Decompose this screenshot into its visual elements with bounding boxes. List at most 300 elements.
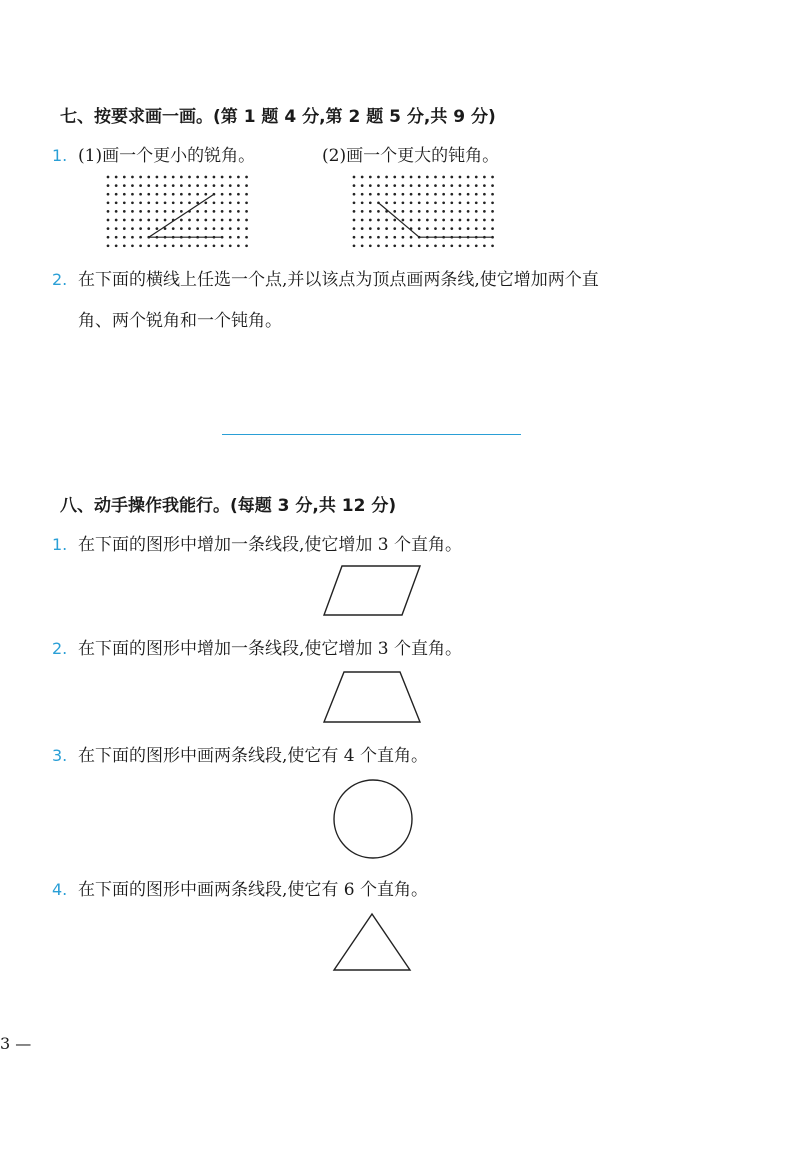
grid-dot[interactable] <box>229 219 232 222</box>
grid-dot[interactable] <box>139 236 142 239</box>
grid-dot[interactable] <box>131 193 134 196</box>
grid-dot[interactable] <box>156 219 159 222</box>
grid-dot[interactable] <box>410 236 413 239</box>
grid-dot[interactable] <box>475 227 478 230</box>
grid-dot[interactable] <box>164 219 167 222</box>
grid-dot[interactable] <box>164 184 167 187</box>
grid-dot[interactable] <box>229 210 232 213</box>
grid-dot[interactable] <box>483 201 486 204</box>
grid-dot[interactable] <box>221 176 224 179</box>
grid-dot[interactable] <box>434 176 437 179</box>
grid-dot[interactable] <box>229 236 232 239</box>
grid-dot[interactable] <box>147 244 150 247</box>
grid-dot[interactable] <box>491 244 494 247</box>
grid-dot[interactable] <box>237 210 240 213</box>
parallelogram-shape[interactable] <box>320 562 424 618</box>
grid-dot[interactable] <box>491 227 494 230</box>
grid-dot[interactable] <box>164 210 167 213</box>
grid-dot[interactable] <box>491 184 494 187</box>
grid-dot[interactable] <box>156 176 159 179</box>
grid-dot[interactable] <box>229 193 232 196</box>
grid-dot[interactable] <box>196 244 199 247</box>
grid-dot[interactable] <box>385 244 388 247</box>
grid-dot[interactable] <box>237 201 240 204</box>
grid-dot[interactable] <box>450 219 453 222</box>
grid-dot[interactable] <box>204 210 207 213</box>
grid-dot[interactable] <box>402 219 405 222</box>
grid-dot[interactable] <box>131 236 134 239</box>
grid-dot[interactable] <box>204 193 207 196</box>
grid-dot[interactable] <box>475 176 478 179</box>
grid-dot[interactable] <box>402 210 405 213</box>
grid-dot[interactable] <box>410 219 413 222</box>
grid-dot[interactable] <box>156 193 159 196</box>
grid-dot[interactable] <box>450 201 453 204</box>
grid-dot[interactable] <box>426 219 429 222</box>
grid-dot[interactable] <box>393 244 396 247</box>
grid-dot[interactable] <box>245 176 248 179</box>
grid-dot[interactable] <box>164 201 167 204</box>
grid-dot[interactable] <box>204 176 207 179</box>
grid-dot[interactable] <box>426 201 429 204</box>
grid-dot[interactable] <box>139 193 142 196</box>
grid-dot[interactable] <box>353 236 356 239</box>
grid-dot[interactable] <box>459 210 462 213</box>
triangle-shape[interactable] <box>330 910 414 974</box>
grid-dot[interactable] <box>467 184 470 187</box>
grid-dot[interactable] <box>188 193 191 196</box>
grid-dot[interactable] <box>402 236 405 239</box>
grid-dot[interactable] <box>361 236 364 239</box>
grid-dot[interactable] <box>172 244 175 247</box>
grid-dot[interactable] <box>450 176 453 179</box>
grid-dot[interactable] <box>361 244 364 247</box>
grid-dot[interactable] <box>213 184 216 187</box>
grid-dot[interactable] <box>139 219 142 222</box>
grid-dot[interactable] <box>426 184 429 187</box>
grid-dot[interactable] <box>172 176 175 179</box>
grid-dot[interactable] <box>213 227 216 230</box>
grid-dot[interactable] <box>434 193 437 196</box>
grid-dot[interactable] <box>353 227 356 230</box>
grid-dot[interactable] <box>245 244 248 247</box>
grid-dot[interactable] <box>385 176 388 179</box>
grid-dot[interactable] <box>369 244 372 247</box>
grid-dot[interactable] <box>229 227 232 230</box>
grid-dot[interactable] <box>353 201 356 204</box>
grid-dot[interactable] <box>434 201 437 204</box>
grid-dot[interactable] <box>393 176 396 179</box>
grid-dot[interactable] <box>385 219 388 222</box>
grid-dot[interactable] <box>123 244 126 247</box>
grid-dot[interactable] <box>156 201 159 204</box>
grid-dot[interactable] <box>377 236 380 239</box>
grid-dot[interactable] <box>410 193 413 196</box>
grid-dot[interactable] <box>237 184 240 187</box>
grid-dot[interactable] <box>221 184 224 187</box>
grid-dot[interactable] <box>180 193 183 196</box>
grid-dot[interactable] <box>410 184 413 187</box>
grid-dot[interactable] <box>180 176 183 179</box>
grid-dot[interactable] <box>172 201 175 204</box>
dot-grid-acute[interactable] <box>104 172 254 252</box>
grid-dot[interactable] <box>164 244 167 247</box>
grid-dot[interactable] <box>459 219 462 222</box>
grid-dot[interactable] <box>483 184 486 187</box>
grid-dot[interactable] <box>369 210 372 213</box>
grid-dot[interactable] <box>467 219 470 222</box>
grid-dot[interactable] <box>459 176 462 179</box>
grid-dot[interactable] <box>361 219 364 222</box>
grid-dot[interactable] <box>491 201 494 204</box>
grid-dot[interactable] <box>377 210 380 213</box>
grid-dot[interactable] <box>467 201 470 204</box>
grid-dot[interactable] <box>361 210 364 213</box>
grid-dot[interactable] <box>204 227 207 230</box>
grid-dot[interactable] <box>237 193 240 196</box>
grid-dot[interactable] <box>385 184 388 187</box>
grid-dot[interactable] <box>107 227 110 230</box>
grid-dot[interactable] <box>418 176 421 179</box>
grid-dot[interactable] <box>442 244 445 247</box>
grid-dot[interactable] <box>442 219 445 222</box>
grid-dot[interactable] <box>115 193 118 196</box>
grid-dot[interactable] <box>369 201 372 204</box>
grid-dot[interactable] <box>180 210 183 213</box>
grid-dot[interactable] <box>459 201 462 204</box>
grid-dot[interactable] <box>188 244 191 247</box>
grid-dot[interactable] <box>115 176 118 179</box>
grid-dot[interactable] <box>410 201 413 204</box>
grid-dot[interactable] <box>402 244 405 247</box>
grid-dot[interactable] <box>188 201 191 204</box>
grid-dot[interactable] <box>377 244 380 247</box>
grid-dot[interactable] <box>491 193 494 196</box>
grid-dot[interactable] <box>204 244 207 247</box>
grid-dot[interactable] <box>156 184 159 187</box>
grid-dot[interactable] <box>147 227 150 230</box>
grid-dot[interactable] <box>418 210 421 213</box>
grid-dot[interactable] <box>377 193 380 196</box>
grid-dot[interactable] <box>369 193 372 196</box>
grid-dot[interactable] <box>361 184 364 187</box>
grid-dot[interactable] <box>475 210 478 213</box>
grid-dot[interactable] <box>196 219 199 222</box>
grid-dot[interactable] <box>213 244 216 247</box>
grid-dot[interactable] <box>172 227 175 230</box>
grid-dot[interactable] <box>123 193 126 196</box>
grid-dot[interactable] <box>123 210 126 213</box>
grid-dot[interactable] <box>434 219 437 222</box>
grid-dot[interactable] <box>418 227 421 230</box>
grid-dot[interactable] <box>123 219 126 222</box>
grid-dot[interactable] <box>147 219 150 222</box>
grid-dot[interactable] <box>483 227 486 230</box>
grid-dot[interactable] <box>459 184 462 187</box>
grid-dot[interactable] <box>123 201 126 204</box>
grid-dot[interactable] <box>245 184 248 187</box>
grid-dot[interactable] <box>483 244 486 247</box>
grid-dot[interactable] <box>393 210 396 213</box>
grid-dot[interactable] <box>353 219 356 222</box>
grid-dot[interactable] <box>385 236 388 239</box>
grid-dot[interactable] <box>369 236 372 239</box>
grid-dot[interactable] <box>147 176 150 179</box>
grid-dot[interactable] <box>426 193 429 196</box>
grid-dot[interactable] <box>426 176 429 179</box>
grid-dot[interactable] <box>402 227 405 230</box>
grid-dot[interactable] <box>188 219 191 222</box>
grid-dot[interactable] <box>483 219 486 222</box>
grid-dot[interactable] <box>475 244 478 247</box>
grid-dot[interactable] <box>139 201 142 204</box>
grid-dot[interactable] <box>188 184 191 187</box>
grid-dot[interactable] <box>467 210 470 213</box>
grid-dot[interactable] <box>180 201 183 204</box>
grid-dot[interactable] <box>418 193 421 196</box>
grid-dot[interactable] <box>361 227 364 230</box>
grid-dot[interactable] <box>491 219 494 222</box>
grid-dot[interactable] <box>491 176 494 179</box>
grid-dot[interactable] <box>377 227 380 230</box>
grid-dot[interactable] <box>459 244 462 247</box>
grid-dot[interactable] <box>213 176 216 179</box>
grid-dot[interactable] <box>353 193 356 196</box>
grid-dot[interactable] <box>188 227 191 230</box>
grid-dot[interactable] <box>115 201 118 204</box>
grid-dot[interactable] <box>115 244 118 247</box>
grid-dot[interactable] <box>237 219 240 222</box>
grid-dot[interactable] <box>123 176 126 179</box>
grid-dot[interactable] <box>393 227 396 230</box>
grid-dot[interactable] <box>442 210 445 213</box>
grid-dot[interactable] <box>245 201 248 204</box>
grid-dot[interactable] <box>369 176 372 179</box>
grid-dot[interactable] <box>164 176 167 179</box>
grid-dot[interactable] <box>442 184 445 187</box>
grid-dot[interactable] <box>459 227 462 230</box>
grid-dot[interactable] <box>245 227 248 230</box>
grid-dot[interactable] <box>237 236 240 239</box>
grid-dot[interactable] <box>156 210 159 213</box>
grid-dot[interactable] <box>377 184 380 187</box>
grid-dot[interactable] <box>385 193 388 196</box>
grid-dot[interactable] <box>139 176 142 179</box>
grid-dot[interactable] <box>245 193 248 196</box>
grid-dot[interactable] <box>475 201 478 204</box>
grid-dot[interactable] <box>196 210 199 213</box>
grid-dot[interactable] <box>418 244 421 247</box>
grid-dot[interactable] <box>483 210 486 213</box>
grid-dot[interactable] <box>107 201 110 204</box>
grid-dot[interactable] <box>164 193 167 196</box>
grid-dot[interactable] <box>467 227 470 230</box>
grid-dot[interactable] <box>393 236 396 239</box>
grid-dot[interactable] <box>483 176 486 179</box>
grid-dot[interactable] <box>172 193 175 196</box>
grid-dot[interactable] <box>475 193 478 196</box>
grid-dot[interactable] <box>385 227 388 230</box>
grid-dot[interactable] <box>147 184 150 187</box>
grid-dot[interactable] <box>450 184 453 187</box>
grid-dot[interactable] <box>434 227 437 230</box>
grid-dot[interactable] <box>221 210 224 213</box>
grid-dot[interactable] <box>196 227 199 230</box>
grid-dot[interactable] <box>450 227 453 230</box>
grid-dot[interactable] <box>229 244 232 247</box>
grid-dot[interactable] <box>196 176 199 179</box>
grid-dot[interactable] <box>361 193 364 196</box>
grid-dot[interactable] <box>418 184 421 187</box>
grid-dot[interactable] <box>131 201 134 204</box>
grid-dot[interactable] <box>475 184 478 187</box>
grid-dot[interactable] <box>491 210 494 213</box>
grid-dot[interactable] <box>204 219 207 222</box>
grid-dot[interactable] <box>229 184 232 187</box>
grid-dot[interactable] <box>450 193 453 196</box>
grid-dot[interactable] <box>139 244 142 247</box>
grid-dot[interactable] <box>131 176 134 179</box>
grid-dot[interactable] <box>410 210 413 213</box>
grid-dot[interactable] <box>213 219 216 222</box>
grid-dot[interactable] <box>434 184 437 187</box>
grid-dot[interactable] <box>426 244 429 247</box>
grid-dot[interactable] <box>237 227 240 230</box>
grid-dot[interactable] <box>115 210 118 213</box>
grid-dot[interactable] <box>139 227 142 230</box>
grid-dot[interactable] <box>442 193 445 196</box>
grid-dot[interactable] <box>459 193 462 196</box>
grid-dot[interactable] <box>107 210 110 213</box>
grid-dot[interactable] <box>123 227 126 230</box>
grid-dot[interactable] <box>237 176 240 179</box>
grid-dot[interactable] <box>237 244 240 247</box>
grid-dot[interactable] <box>107 184 110 187</box>
grid-dot[interactable] <box>221 219 224 222</box>
grid-dot[interactable] <box>467 244 470 247</box>
grid-dot[interactable] <box>107 236 110 239</box>
grid-dot[interactable] <box>131 227 134 230</box>
grid-dot[interactable] <box>115 219 118 222</box>
grid-dot[interactable] <box>221 201 224 204</box>
grid-dot[interactable] <box>204 184 207 187</box>
grid-dot[interactable] <box>393 201 396 204</box>
grid-dot[interactable] <box>131 219 134 222</box>
grid-dot[interactable] <box>213 201 216 204</box>
grid-dot[interactable] <box>385 201 388 204</box>
grid-dot[interactable] <box>483 193 486 196</box>
grid-dot[interactable] <box>131 210 134 213</box>
grid-dot[interactable] <box>442 227 445 230</box>
grid-dot[interactable] <box>172 184 175 187</box>
grid-dot[interactable] <box>221 244 224 247</box>
grid-dot[interactable] <box>418 201 421 204</box>
grid-dot[interactable] <box>418 219 421 222</box>
grid-dot[interactable] <box>221 193 224 196</box>
grid-dot[interactable] <box>213 210 216 213</box>
grid-dot[interactable] <box>147 210 150 213</box>
grid-dot[interactable] <box>107 193 110 196</box>
answer-baseline[interactable] <box>222 434 521 435</box>
circle-shape[interactable] <box>330 776 416 862</box>
grid-dot[interactable] <box>196 184 199 187</box>
grid-dot[interactable] <box>245 219 248 222</box>
grid-dot[interactable] <box>172 210 175 213</box>
grid-dot[interactable] <box>139 184 142 187</box>
grid-dot[interactable] <box>156 227 159 230</box>
grid-dot[interactable] <box>180 227 183 230</box>
grid-dot[interactable] <box>245 236 248 239</box>
grid-dot[interactable] <box>107 176 110 179</box>
grid-dot[interactable] <box>361 176 364 179</box>
grid-dot[interactable] <box>402 176 405 179</box>
grid-dot[interactable] <box>196 193 199 196</box>
grid-dot[interactable] <box>131 184 134 187</box>
grid-dot[interactable] <box>369 219 372 222</box>
grid-dot[interactable] <box>402 201 405 204</box>
grid-dot[interactable] <box>434 244 437 247</box>
grid-dot[interactable] <box>245 210 248 213</box>
grid-dot[interactable] <box>107 219 110 222</box>
grid-dot[interactable] <box>361 201 364 204</box>
grid-dot[interactable] <box>204 201 207 204</box>
grid-dot[interactable] <box>147 193 150 196</box>
grid-dot[interactable] <box>377 176 380 179</box>
grid-dot[interactable] <box>393 219 396 222</box>
grid-dot[interactable] <box>353 210 356 213</box>
grid-dot[interactable] <box>450 244 453 247</box>
trapezoid-shape[interactable] <box>320 668 424 726</box>
grid-dot[interactable] <box>369 227 372 230</box>
grid-dot[interactable] <box>442 201 445 204</box>
grid-dot[interactable] <box>107 244 110 247</box>
grid-dot[interactable] <box>353 184 356 187</box>
grid-dot[interactable] <box>393 193 396 196</box>
grid-dot[interactable] <box>402 193 405 196</box>
grid-dot[interactable] <box>369 184 372 187</box>
grid-dot[interactable] <box>426 210 429 213</box>
grid-dot[interactable] <box>115 236 118 239</box>
grid-dot[interactable] <box>426 227 429 230</box>
grid-dot[interactable] <box>410 244 413 247</box>
grid-dot[interactable] <box>450 210 453 213</box>
grid-dot[interactable] <box>221 227 224 230</box>
grid-dot[interactable] <box>410 176 413 179</box>
grid-dot[interactable] <box>393 184 396 187</box>
grid-dot[interactable] <box>115 184 118 187</box>
grid-dot[interactable] <box>353 244 356 247</box>
grid-dot[interactable] <box>156 244 159 247</box>
grid-dot[interactable] <box>180 219 183 222</box>
grid-dot[interactable] <box>180 184 183 187</box>
grid-dot[interactable] <box>353 176 356 179</box>
grid-dot[interactable] <box>115 227 118 230</box>
grid-dot[interactable] <box>467 193 470 196</box>
grid-dot[interactable] <box>229 201 232 204</box>
grid-dot[interactable] <box>377 219 380 222</box>
grid-dot[interactable] <box>131 244 134 247</box>
grid-dot[interactable] <box>139 210 142 213</box>
grid-dot[interactable] <box>123 236 126 239</box>
grid-dot[interactable] <box>402 184 405 187</box>
dot-grid-obtuse[interactable] <box>350 172 500 252</box>
grid-dot[interactable] <box>467 176 470 179</box>
grid-dot[interactable] <box>147 201 150 204</box>
grid-dot[interactable] <box>123 184 126 187</box>
grid-dot[interactable] <box>180 244 183 247</box>
grid-dot[interactable] <box>434 210 437 213</box>
grid-dot[interactable] <box>442 176 445 179</box>
